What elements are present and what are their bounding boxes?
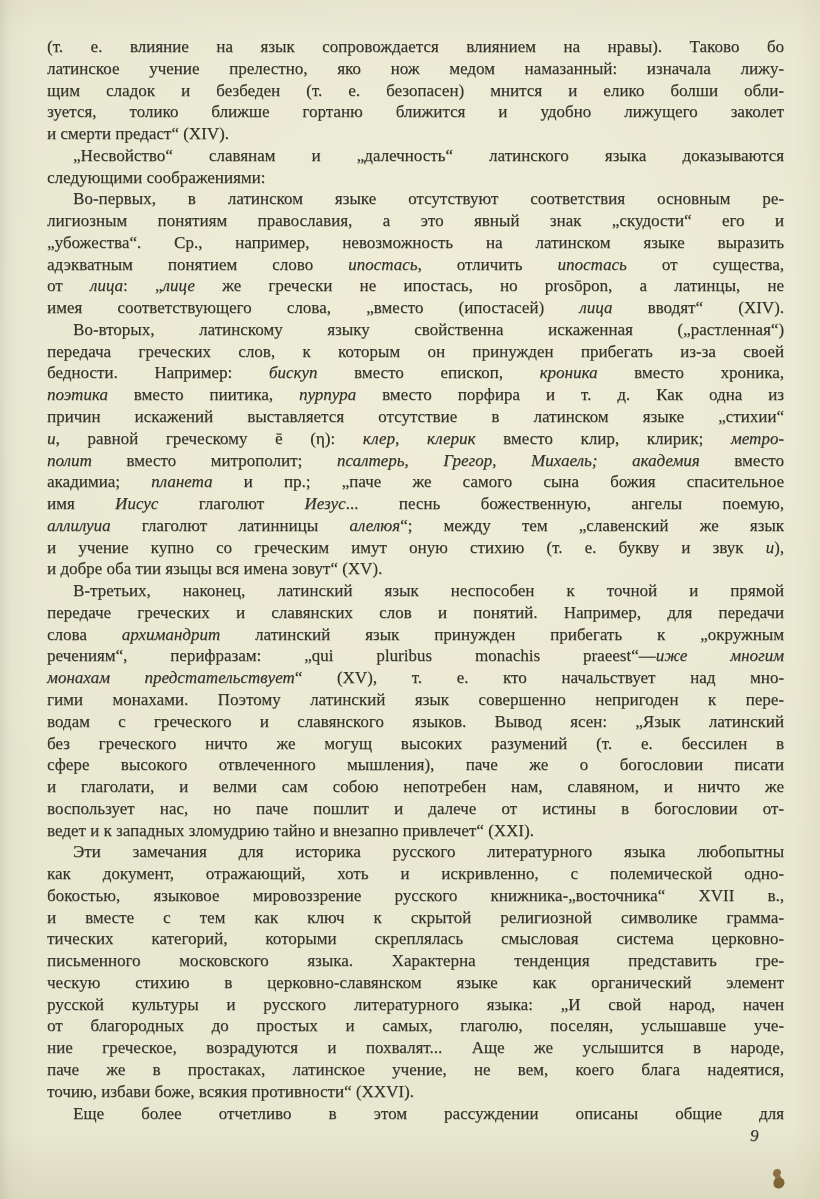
text-line: [47, 297, 784, 319]
text-run: „Несвойство“ славянам и „далечность“ латинского языка доказываются: [73, 145, 784, 165]
text-run: письменного московского языка. Характерна тенденция представить гре-: [47, 951, 784, 971]
text-run: и учение купно со греческим имут оную стихию (т. е. букву и звук: [47, 537, 766, 557]
text-run: точию, избави боже, всякия противности“ (XXVI).: [47, 1081, 414, 1101]
text-run: Во-вторых, латинскому языку свойственна искаженная („растленная“): [73, 319, 784, 339]
text-line: [47, 950, 784, 972]
text-run: бедности. Например:: [47, 363, 269, 383]
text-line: [47, 711, 784, 733]
text-line: [47, 515, 784, 537]
text-line: [47, 210, 784, 232]
text-run: вместо митрополит;: [91, 450, 337, 470]
page-text: [47, 36, 784, 1124]
text-line: [47, 167, 784, 189]
italic-text: планета: [151, 472, 213, 492]
text-run: следующими соображениями:: [47, 167, 266, 187]
italic-text: полит: [47, 450, 92, 470]
text-line: [47, 689, 784, 711]
text-line: [47, 776, 784, 798]
text-run: водам с греческого и славянского языков. Вывод ясен: „Язык латинский: [47, 711, 784, 731]
text-line: [47, 754, 784, 776]
text-run: лигиозным понятиям православия, а это явный знак „скудости“ его и: [47, 211, 784, 231]
text-line: [47, 667, 784, 689]
text-run: ческую стихию в церковно-славянском языке как органический элемент: [47, 972, 784, 992]
text-line: [47, 624, 784, 646]
text-run: от: [47, 276, 90, 296]
text-line: [47, 907, 784, 929]
text-run: Эти замечания для историка русского литературного языка любопытны: [73, 842, 784, 862]
text-run: Еще более отчетливо в этом рассуждении описаны общие для: [73, 1103, 784, 1123]
italic-text: ипостась: [557, 254, 627, 274]
text-run: акадимиа;: [47, 472, 152, 492]
text-run: имея соответствующего слова, „вместо (ипостасей): [47, 298, 580, 318]
text-line: [47, 362, 784, 384]
text-run: щим сладок и безбеден (т. е. безопасен) мнится и елико болши обли-: [47, 80, 784, 100]
text-line: [47, 602, 784, 624]
ink-stain: [773, 1169, 781, 1177]
text-line: [47, 928, 784, 950]
italic-text: лица: [89, 276, 124, 296]
text-line: [47, 232, 784, 254]
text-line: [47, 972, 784, 994]
text-run: речениям“, перифразам: „qui pluribus monachis praeest“—: [47, 646, 656, 666]
text-line: [47, 798, 784, 820]
text-run: передача греческих слов, к которым он принужден прибегать из-за своей: [47, 341, 784, 361]
text-line: [47, 341, 784, 363]
italic-text: иже многим: [655, 646, 784, 666]
text-run: вместо порфира и т. д. Как одна из: [356, 385, 784, 405]
text-line: [47, 471, 784, 493]
text-run: слова: [47, 624, 122, 644]
text-run: латинский язык принужден прибегать к „окружным: [220, 624, 784, 644]
italic-text: лице: [162, 276, 195, 296]
italic-text: архимандрит: [121, 624, 221, 644]
text-run: как документ, отражающий, хоть и искривленно, с полемической одно-: [47, 864, 784, 884]
text-run: ... песнь божественную, ангелы поемую,: [345, 494, 784, 514]
text-run: Во-первых, в латинском языке отсутствуют соответствия основным ре-: [73, 189, 784, 209]
text-line: [47, 580, 784, 602]
text-run: ведет и к западных зломудрию тайно и внезапно привлечет“ (XXI).: [47, 820, 534, 840]
text-line: [47, 58, 784, 80]
text-line: [47, 733, 784, 755]
text-line: [47, 254, 784, 276]
text-run: глаголют латинницы: [110, 515, 350, 535]
text-line: [47, 1103, 784, 1125]
text-line: [47, 493, 784, 515]
text-run: и добре оба тии языцы вся имена зовут“ (XV).: [47, 559, 383, 579]
italic-text: и: [765, 537, 775, 557]
italic-text: лица: [579, 298, 613, 318]
italic-text: монахам предстательствует: [47, 668, 295, 688]
text-run: , равной греческому ē (η):: [55, 428, 363, 448]
italic-text: ипостась: [348, 254, 418, 274]
text-run: причин искажений выставляется отсутствие в латинском языке „стихии“: [47, 407, 784, 427]
text-line: [47, 145, 784, 167]
text-line: [47, 820, 784, 842]
italic-text: псалтерь, Грегор, Михаель; академия: [336, 450, 700, 470]
text-run: зуется, толико ближше гортаню ближится и удобно лижущего заколет: [47, 102, 784, 122]
text-line: [47, 1059, 784, 1081]
text-run: воспользует нас, но паче пошлит и далече от истины в богословии от-: [47, 798, 784, 818]
text-run: В-третьих, наконец, латинский язык неспособен к точной и прямой: [73, 581, 784, 601]
text-run: и пр.; „паче же самого сына божия спасительное: [212, 472, 785, 492]
italic-text: Иезус: [304, 494, 346, 514]
text-run: : „: [123, 276, 163, 296]
text-run: вместо клир, клирик;: [475, 428, 731, 448]
text-run: имя: [47, 494, 116, 514]
text-line: [47, 275, 784, 297]
text-run: вместо: [699, 450, 785, 470]
text-line: [47, 319, 784, 341]
text-line: [47, 36, 784, 58]
text-run: от существа,: [626, 254, 784, 274]
text-run: адэкватным понятием слово: [47, 254, 349, 274]
text-run: от благородных до простых и самых, глаголю, поселян, услышавше уче-: [47, 1016, 784, 1036]
text-run: и глаголати, и велми сам собою непотребен нам, славяном, и ничто же: [47, 777, 784, 797]
text-run: “ (XV), т. е. кто начальствует над мно-: [294, 668, 785, 688]
text-run: тических категорий, которыми скреплялась смысловая система церковно-: [47, 929, 784, 949]
text-run: , отличить: [417, 254, 558, 274]
italic-text: бискуп: [268, 363, 318, 383]
text-line: [47, 123, 784, 145]
text-line: [47, 537, 784, 559]
text-line: [47, 188, 784, 210]
text-run: без греческого ничто же могущ высоких разумений (т. е. бессилен в: [47, 733, 784, 753]
text-run: паче же в простаках, латинское учение, не вем, коего блага надеятися,: [47, 1059, 784, 1079]
italic-text: аллилуиа: [47, 515, 111, 535]
text-run: вводят“ (XIV).: [612, 298, 784, 318]
text-run: и смерти предаст“ (XIV).: [47, 124, 229, 144]
text-run: „убожества“. Ср., например, невозможность на латинском языке выразить: [47, 232, 784, 252]
text-run: глаголют: [158, 494, 305, 514]
text-line: [47, 101, 784, 123]
text-run: латинское учение прелестно, яко нож медом намазанный: изначала лижу-: [47, 58, 784, 78]
text-line: [47, 1081, 784, 1103]
italic-text: клер, клерик: [362, 428, 476, 448]
text-run: вместо хроника,: [597, 363, 784, 383]
italic-text: Иисус: [115, 494, 159, 514]
text-run: вместо епископ,: [317, 363, 540, 383]
text-line: [47, 384, 784, 406]
text-line: [47, 841, 784, 863]
text-run: русской культуры и русского литературного языка: „И свой народ, начен: [47, 994, 784, 1014]
text-run: вместо пиитика,: [107, 385, 299, 405]
text-line: [47, 1015, 784, 1037]
italic-text: кроника: [539, 363, 598, 383]
text-run: гими монахами. Поэтому латинский язык совершенно непригоден к пере-: [47, 689, 784, 709]
text-run: “; между тем „славенский же язык: [400, 515, 785, 535]
text-line: [47, 863, 784, 885]
italic-text: метро-: [730, 428, 784, 448]
text-run: сфере высокого отвлеченного мышления), паче же о богословии писати: [47, 755, 784, 775]
italic-text: пурпура: [298, 385, 357, 405]
text-run: же гречески не ипостась, но prosōpon, а латинцы, не: [194, 276, 784, 296]
text-line: [47, 428, 784, 450]
text-line: [47, 558, 784, 580]
italic-text: алелюя: [349, 515, 401, 535]
text-run: ние греческое, возрадуются и похвалят... Аще же услышится в народе,: [47, 1038, 784, 1058]
text-line: [47, 645, 784, 667]
text-run: ),: [774, 537, 784, 557]
italic-text: и: [47, 428, 56, 448]
text-run: (т. е. влияние на язык сопровождается влиянием на нравы). Таково бо: [47, 37, 784, 56]
text-line: [47, 1037, 784, 1059]
text-run: передаче греческих и славянских слов и понятий. Например, для передачи: [47, 602, 784, 622]
text-run: бокостью, языковое мировоззрение русского книжника-„восточника“ XVII в.,: [47, 885, 784, 905]
text-line: [47, 994, 784, 1016]
text-line: [47, 885, 784, 907]
text-line: [47, 406, 784, 428]
text-line: [47, 80, 784, 102]
text-run: и вместе с тем как ключ к скрытой религиозной символике грамма-: [47, 907, 784, 927]
text-line: [47, 450, 784, 472]
page-number: 9: [750, 1126, 759, 1145]
italic-text: поэтика: [47, 385, 108, 405]
